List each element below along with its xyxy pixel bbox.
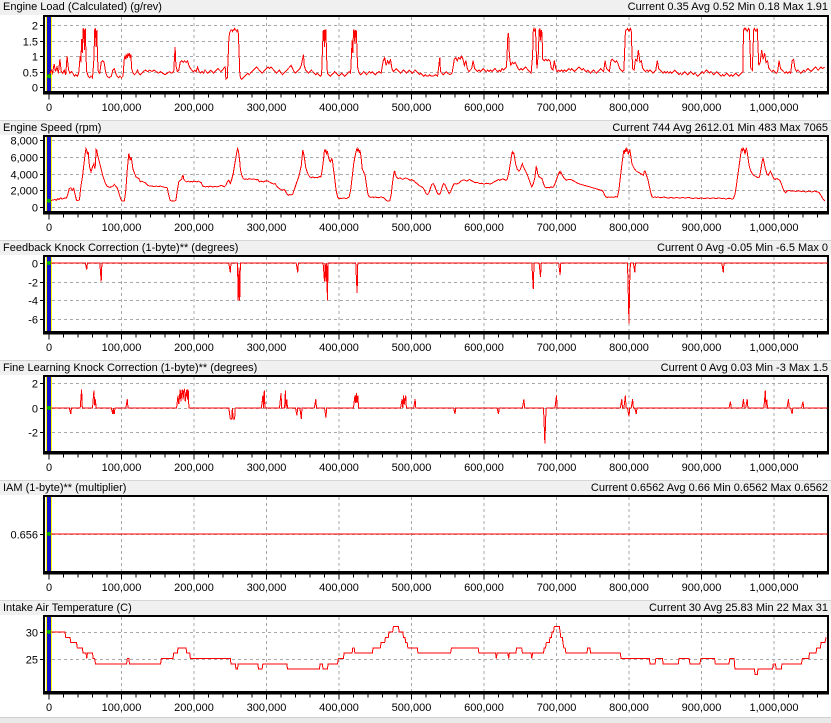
plot-canvas-engine-speed[interactable] (0, 135, 831, 240)
chart-title: Intake Air Temperature (C) (3, 601, 132, 614)
svg-text:200,000: 200,000 (174, 462, 214, 474)
svg-text:100,000: 100,000 (101, 582, 142, 594)
svg-text:-2: -2 (28, 277, 38, 290)
plot-canvas-feedback-knock[interactable] (0, 255, 831, 360)
svg-text:0.5: 0.5 (22, 67, 38, 80)
svg-text:200,000: 200,000 (174, 102, 214, 114)
svg-text:800,000: 800,000 (609, 342, 649, 354)
svg-text:600,000: 600,000 (464, 702, 504, 714)
svg-text:500,000: 500,000 (391, 462, 432, 474)
svg-text:900,000: 900,000 (681, 462, 722, 474)
svg-text:400,000: 400,000 (319, 462, 359, 474)
svg-text:100,000: 100,000 (101, 702, 142, 714)
svg-text:1,000,000: 1,000,000 (749, 222, 799, 234)
svg-text:1,000,000: 1,000,000 (749, 582, 799, 594)
svg-text:300,000: 300,000 (246, 342, 287, 354)
svg-text:8,000: 8,000 (10, 135, 38, 148)
svg-text:400,000: 400,000 (319, 342, 359, 354)
svg-text:0: 0 (31, 82, 38, 95)
svg-text:-6: -6 (28, 314, 38, 327)
svg-text:300,000: 300,000 (246, 102, 287, 114)
svg-text:6,000: 6,000 (10, 152, 38, 165)
svg-text:0.656: 0.656 (10, 529, 38, 542)
svg-text:900,000: 900,000 (681, 102, 722, 114)
chart-panel-feedback-knock (0, 240, 831, 360)
svg-text:1: 1 (31, 51, 38, 64)
svg-text:900,000: 900,000 (681, 342, 722, 354)
chart-stats: Current 0.6562 Avg 0.66 Min 0.6562 Max 0.6562 (590, 481, 828, 494)
svg-text:1.5: 1.5 (22, 36, 38, 49)
svg-text:2: 2 (31, 20, 38, 33)
svg-text:300,000: 300,000 (246, 702, 287, 714)
svg-text:700,000: 700,000 (536, 222, 577, 234)
chart-panel-engine-load (0, 0, 831, 120)
plot-canvas-fine-knock[interactable] (0, 375, 831, 480)
chart-header (0, 600, 831, 615)
svg-text:900,000: 900,000 (681, 582, 722, 594)
svg-text:0: 0 (45, 462, 53, 474)
plot-canvas-intake-air-temp[interactable] (0, 615, 831, 717)
chart-header (0, 240, 831, 255)
svg-text:800,000: 800,000 (609, 102, 649, 114)
chart-title: Engine Speed (rpm) (3, 121, 102, 134)
svg-text:1,000,000: 1,000,000 (749, 342, 799, 354)
svg-text:0: 0 (45, 222, 53, 234)
svg-text:800,000: 800,000 (609, 582, 649, 594)
svg-text:1,000,000: 1,000,000 (749, 102, 799, 114)
svg-text:2: 2 (31, 378, 38, 391)
chart-header (0, 0, 831, 15)
svg-text:100,000: 100,000 (101, 462, 142, 474)
chart-stats: Current 0.35 Avg 0.52 Min 0.18 Max 1.91 (627, 1, 828, 13)
svg-text:800,000: 800,000 (609, 462, 649, 474)
chart-stats: Current 0 Avg 0.03 Min -3 Max 1.5 (660, 361, 828, 374)
svg-text:500,000: 500,000 (391, 342, 432, 354)
svg-text:700,000: 700,000 (536, 462, 577, 474)
svg-text:500,000: 500,000 (391, 702, 432, 714)
chart-title: Engine Load (Calculated) (g/rev) (3, 1, 162, 13)
svg-text:200,000: 200,000 (174, 222, 214, 234)
chart-title: IAM (1-byte)** (multiplier) (3, 481, 127, 494)
chart-stats: Current 30 Avg 25.83 Min 22 Max 31 (649, 601, 828, 614)
svg-text:0: 0 (31, 403, 38, 416)
svg-text:0: 0 (31, 258, 38, 271)
svg-text:500,000: 500,000 (391, 102, 432, 114)
svg-text:900,000: 900,000 (681, 702, 722, 714)
plot-canvas-engine-load[interactable] (0, 15, 831, 120)
svg-text:600,000: 600,000 (464, 342, 504, 354)
svg-text:25: 25 (25, 654, 38, 667)
svg-text:600,000: 600,000 (464, 102, 504, 114)
svg-text:1,000,000: 1,000,000 (749, 462, 799, 474)
svg-text:0: 0 (45, 582, 53, 594)
chart-panel-engine-speed (0, 120, 831, 240)
svg-text:700,000: 700,000 (536, 342, 577, 354)
svg-text:400,000: 400,000 (319, 222, 359, 234)
svg-text:800,000: 800,000 (609, 702, 649, 714)
chart-stats: Current 744 Avg 2612.01 Min 483 Max 7065 (612, 121, 828, 134)
svg-text:700,000: 700,000 (536, 582, 577, 594)
svg-text:500,000: 500,000 (391, 222, 432, 234)
svg-text:100,000: 100,000 (101, 342, 142, 354)
svg-text:800,000: 800,000 (609, 222, 649, 234)
svg-text:200,000: 200,000 (174, 702, 214, 714)
svg-text:300,000: 300,000 (246, 582, 287, 594)
svg-text:600,000: 600,000 (464, 462, 504, 474)
svg-text:0: 0 (45, 102, 53, 114)
svg-text:900,000: 900,000 (681, 222, 722, 234)
chart-panel-iam (0, 480, 831, 600)
svg-text:300,000: 300,000 (246, 222, 287, 234)
chart-header (0, 360, 831, 375)
chart-panel-intake-air-temp (0, 600, 831, 717)
chart-title: Fine Learning Knock Correction (1-byte)** (degrees) (3, 361, 258, 374)
svg-text:200,000: 200,000 (174, 342, 214, 354)
svg-text:100,000: 100,000 (101, 102, 142, 114)
svg-text:-2: -2 (28, 427, 38, 440)
svg-text:0: 0 (45, 342, 53, 354)
chart-title: Feedback Knock Correction (1-byte)** (degrees) (3, 241, 239, 254)
svg-text:600,000: 600,000 (464, 222, 504, 234)
svg-text:200,000: 200,000 (174, 582, 214, 594)
svg-text:0: 0 (31, 202, 38, 215)
svg-text:2,000: 2,000 (10, 185, 38, 198)
chart-header (0, 480, 831, 495)
svg-text:0: 0 (45, 702, 53, 714)
plot-canvas-iam[interactable] (0, 495, 831, 600)
svg-text:700,000: 700,000 (536, 102, 577, 114)
chart-header (0, 120, 831, 135)
svg-text:4,000: 4,000 (10, 169, 38, 182)
chart-stats: Current 0 Avg -0.05 Min -6.5 Max 0 (657, 241, 828, 254)
svg-text:400,000: 400,000 (319, 102, 359, 114)
svg-text:-4: -4 (28, 295, 38, 308)
svg-text:600,000: 600,000 (464, 582, 504, 594)
svg-text:300,000: 300,000 (246, 462, 287, 474)
svg-text:500,000: 500,000 (391, 582, 432, 594)
svg-text:700,000: 700,000 (536, 702, 577, 714)
svg-text:30: 30 (25, 627, 38, 640)
svg-text:400,000: 400,000 (319, 702, 359, 714)
bottom-strip (0, 717, 831, 723)
svg-text:400,000: 400,000 (319, 582, 359, 594)
svg-text:1,000,000: 1,000,000 (749, 702, 799, 714)
svg-text:100,000: 100,000 (101, 222, 142, 234)
chart-panel-fine-knock (0, 360, 831, 480)
